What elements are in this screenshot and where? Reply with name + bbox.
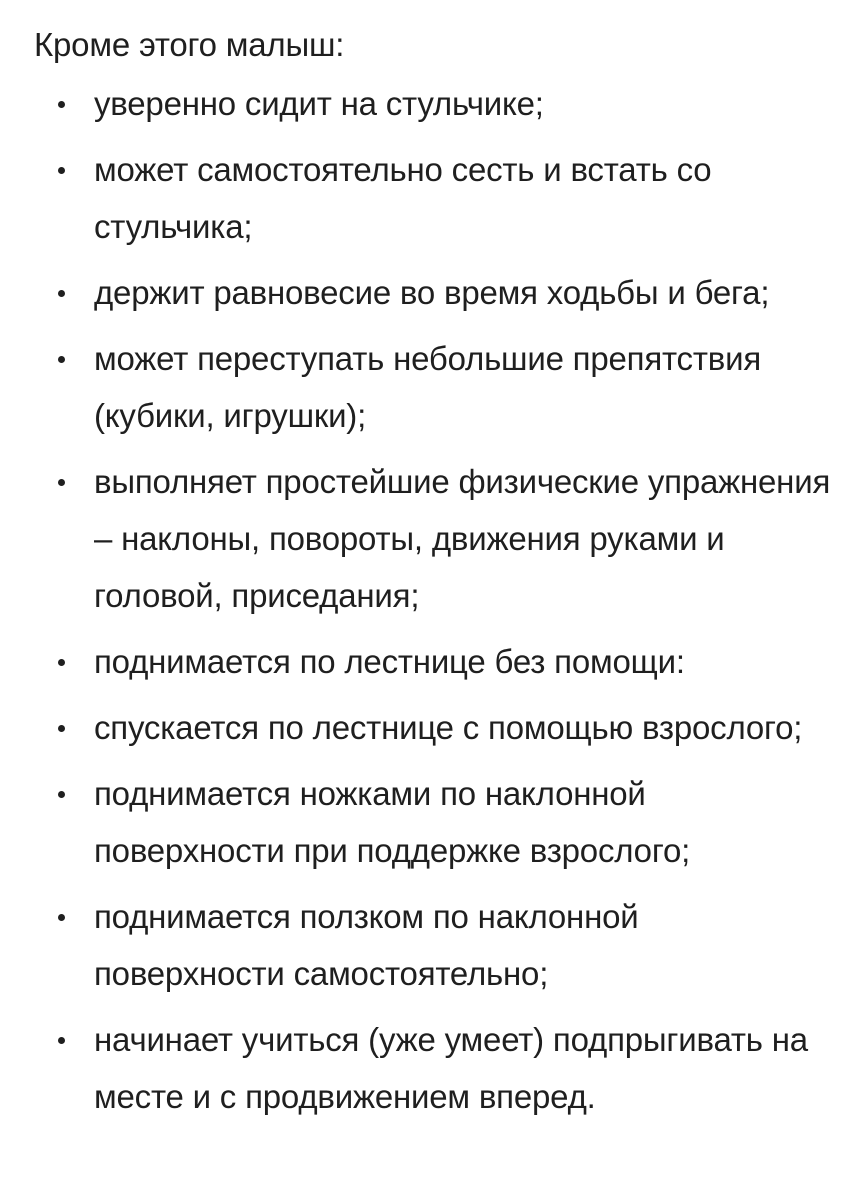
list-item	[34, 699, 833, 756]
bullet-icon	[58, 914, 65, 921]
bullet-icon	[58, 479, 65, 486]
list-item	[34, 75, 833, 132]
list-item	[34, 888, 833, 1002]
list-item-text: выполняет простейшие физические упражнения – наклоны, повороты, движения руками и головой, приседания;	[94, 463, 831, 614]
list-item-text: начинает учиться (уже умеет) подпрыгивать на месте и с продвижением вперед.	[94, 1021, 808, 1115]
list-item-text: поднимается по лестнице без помощи:	[94, 643, 685, 680]
bullet-icon	[58, 725, 65, 732]
list-item	[34, 264, 833, 321]
list-item-text: уверенно сидит на стульчике;	[94, 85, 544, 122]
bullet-icon	[58, 1037, 65, 1044]
bullet-icon	[58, 356, 65, 363]
list-item	[34, 330, 833, 444]
list-item	[34, 453, 833, 624]
skills-list	[34, 75, 833, 1125]
list-item-text: может переступать небольшие препятствия (кубики, игрушки);	[94, 340, 761, 434]
intro-text: Кроме этого малыш:	[34, 26, 345, 63]
bullet-icon	[58, 791, 65, 798]
list-item-text: держит равновесие во время ходьбы и бега;	[94, 274, 770, 311]
list-item-text: поднимается ползком по наклонной поверхности самостоятельно;	[94, 898, 639, 992]
bullet-icon	[58, 101, 65, 108]
list-item-text: поднимается ножками по наклонной поверхности при поддержке взрослого;	[94, 775, 691, 869]
list-item-text: может самостоятельно сесть и встать со стульчика;	[94, 151, 712, 245]
list-item	[34, 765, 833, 879]
bullet-icon	[58, 290, 65, 297]
list-item	[34, 1011, 833, 1125]
list-item	[34, 633, 833, 690]
bullet-icon	[58, 659, 65, 666]
list-item-text: спускается по лестнице с помощью взрослого;	[94, 709, 803, 746]
list-item	[34, 141, 833, 255]
bullet-icon	[58, 167, 65, 174]
